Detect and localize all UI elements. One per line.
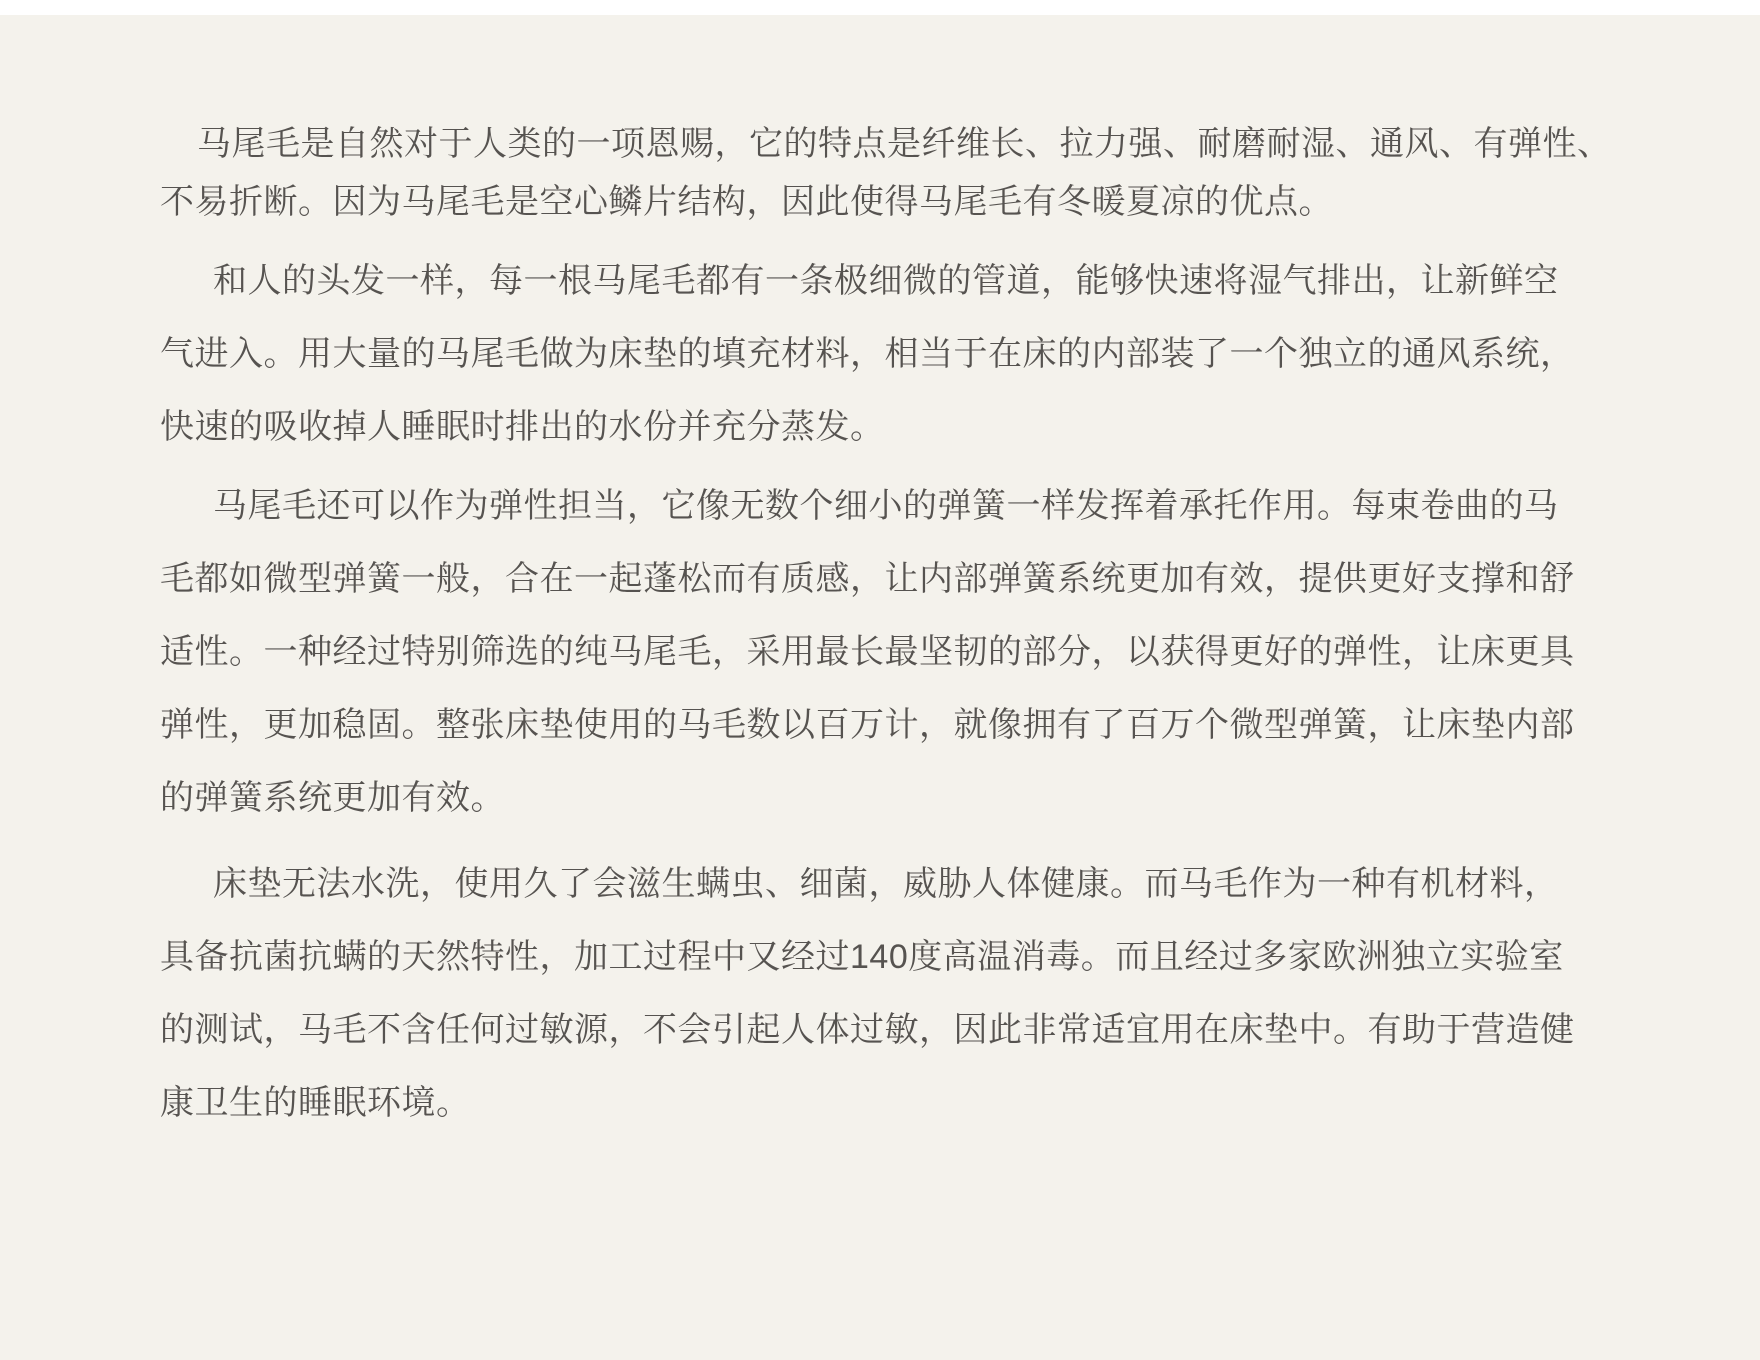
paragraph-line: 床垫无法水洗，使用久了会滋生螨虫、细菌，威胁人体健康。而马毛作为一种有机材料，: [213, 865, 1559, 903]
paragraph-line: 快速的吸收掉人睡眠时排出的水份并充分蒸发。: [160, 408, 885, 446]
paragraph-line: 康卫生的睡眠环境。: [160, 1084, 471, 1122]
paragraph-line: 不易折断。因为马尾毛是空心鳞片结构，因此使得马尾毛有冬暖夏凉的优点。: [160, 183, 1333, 221]
paragraph-line: 的弹簧系统更加有效。: [160, 779, 505, 817]
paragraph-line: 的测试，马毛不含任何过敏源，不会引起人体过敏，因此非常适宜用在床垫中。有助于营造健: [160, 1011, 1575, 1049]
paragraph-line: 适性。一种经过特别筛选的纯马尾毛，采用最长最坚韧的部分，以获得更好的弹性，让床更具: [160, 633, 1575, 671]
top-strip: [0, 0, 1760, 15]
article-body: [0, 15, 1760, 1140]
paragraph: [160, 245, 1714, 464]
paragraph: [160, 848, 1714, 1140]
paragraph-line: 弹性，更加稳固。整张床垫使用的马毛数以百万计，就像拥有了百万个微型弹簧，让床垫内部: [160, 706, 1575, 744]
paragraph-line: 气进入。用大量的马尾毛做为床垫的填充材料，相当于在床的内部装了一个独立的通风系统，: [160, 335, 1575, 373]
paragraph-line: 和人的头发一样，每一根马尾毛都有一条极细微的管道，能够快速将湿气排出，让新鲜空: [213, 262, 1559, 300]
paragraph-line: 马尾毛还可以作为弹性担当，它像无数个细小的弹簧一样发挥着承托作用。每束卷曲的马: [213, 487, 1559, 525]
paragraph: [160, 470, 1714, 835]
paragraph-line: 具备抗菌抗螨的天然特性，加工过程中又经过140度高温消毒。而且经过多家欧洲独立实验室: [160, 938, 1564, 976]
paragraph-line: 马尾毛是自然对于人类的一项恩赐，它的特点是纤维长、拉力强、耐磨耐湿、通风、有弹性、: [197, 125, 1612, 163]
paragraph-line: 毛都如微型弹簧一般，合在一起蓬松而有质感，让内部弹簧系统更加有效，提供更好支撑和舒: [160, 560, 1575, 598]
paragraph: [160, 115, 1714, 231]
